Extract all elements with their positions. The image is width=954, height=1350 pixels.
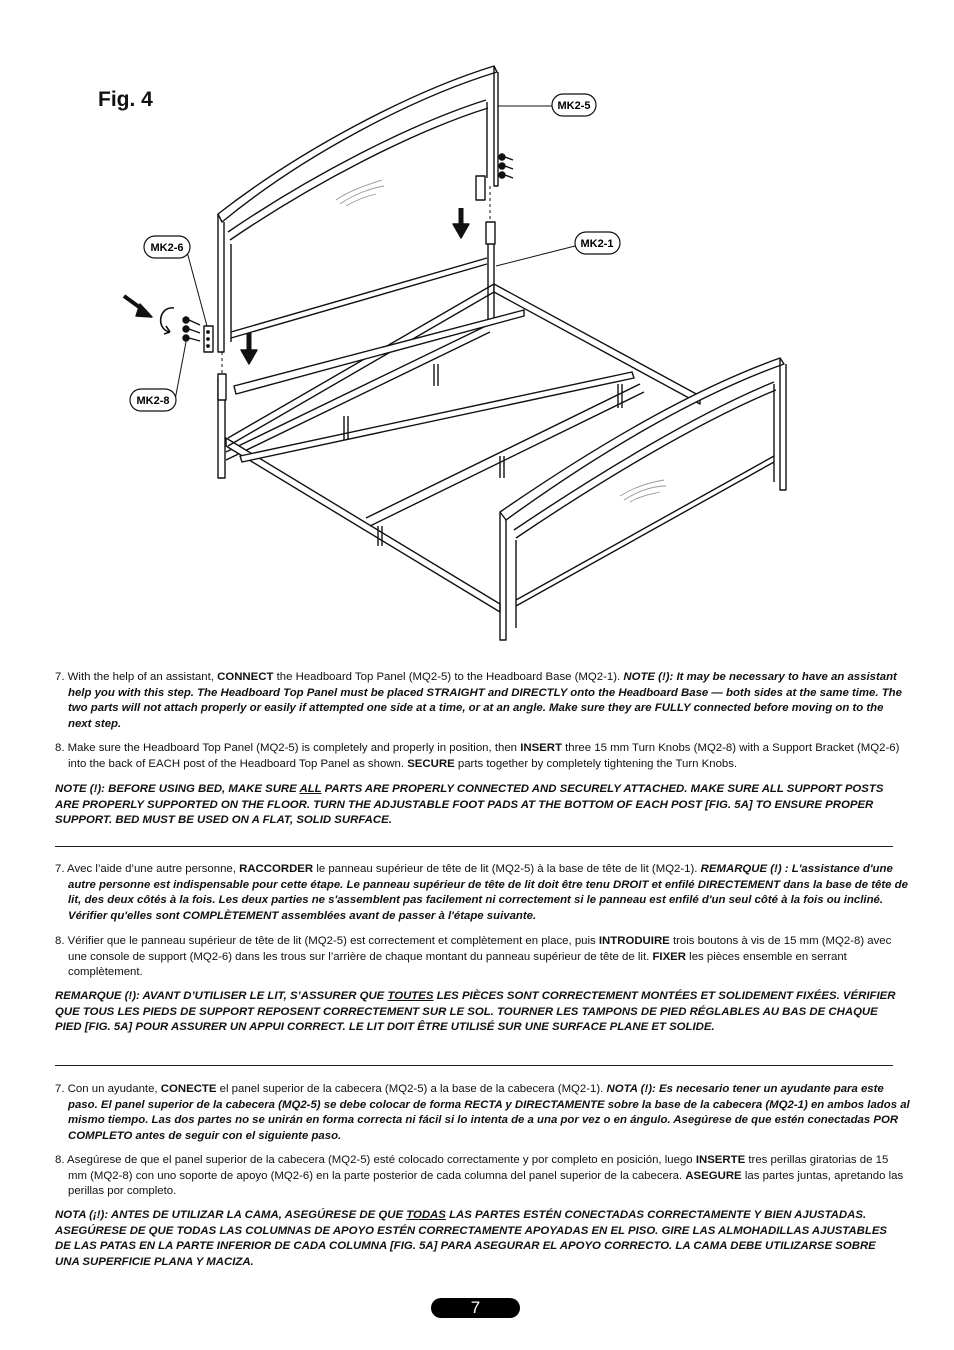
warning-emphasis: ALL <box>299 783 322 795</box>
step-action: FIXER <box>652 950 686 963</box>
step-number: 8. <box>55 742 65 754</box>
english-step-7 <box>55 670 910 732</box>
step-number: 7. <box>55 1083 65 1095</box>
support-bracket-left <box>204 326 213 352</box>
step-text: le panneau supérieur de tête de lit (MQ2-5) à la base de tête de lit (MQ2-1). <box>316 863 698 875</box>
step-action: INSERT <box>520 742 562 754</box>
callout-mk2-6 <box>144 236 207 326</box>
down-arrow-icon-left <box>241 333 257 364</box>
warning-text: LAS PARTES ESTÉN CONECTADAS CORRECTAMENTE Y BIEN AJUSTADAS. ASEGÚRESE DE QUE TODAS LAS COLUMNAS DE APOYO ESTÉN CORRECTAMENTE APOYADAS EN EL PISO. GIRE LAS ALMOHADILLAS AJUSTABLES DE LAS PATAS EN LA PARTE INFERIOR DE CADA COLUMNA [FIG. 5A] PARA ASEGURAR EL APOYO CORRECTO. LA CAMA DEBE UTILIZARSE SOBRE UNA SUPERFICIE PLANA Y MACIZA. <box>55 1209 888 1268</box>
step-action: ASEGURE <box>685 1169 742 1182</box>
warning-text: REMARQUE (!): AVANT D’UTILISER LE LIT, S’ASSURER QUE <box>55 990 385 1002</box>
warning-text: LES PIÈCES SONT CORRECTEMENT MONTÉES ET SOLIDEMENT FIXÉES. VÉRIFIER QUE TOUS LES PIEDS DE SUPPORT REPOSENT CORRECTEMENT SUR LE SOL. TOURNER LES TAMPONS DE PIED RÉGLABLES AU BAS DE CHAQUE PIED [FIG. 5A] POUR ASSURER UN APPUI CORRECT. LE LIT DOIT ÊTRE UTILISÉ SUR UNE SURFACE PLANE ET SOLIDE. <box>55 990 896 1033</box>
french-step-7 <box>55 862 910 924</box>
english-warning <box>55 782 897 829</box>
warning-text: NOTE (!): BEFORE USING BED, MAKE SURE <box>55 783 297 795</box>
insert-arrow-icon <box>124 296 152 317</box>
step-text: the Headboard Top Panel (MQ2-5) to the Headboard Base (MQ2-1). <box>276 671 621 683</box>
french-warning <box>55 989 897 1036</box>
bed-frame-rails <box>226 284 700 612</box>
callout-label: MK2-1 <box>580 238 614 250</box>
support-bracket-right <box>476 176 485 200</box>
step-text: Con un ayudante, <box>67 1083 158 1095</box>
spanish-step-7 <box>55 1082 910 1144</box>
step-text: parts together by completely tightening the Turn Knobs. <box>457 757 738 770</box>
french-step-8 <box>55 934 910 981</box>
step-number: 7. <box>55 671 65 683</box>
step-text: el panel superior de la cabecera (MQ2-5) a la base de la cabecera (MQ2-1). <box>219 1083 604 1095</box>
footboard <box>500 358 786 640</box>
step-text: tres perillas giratorias de 15 mm (MQ2-8) con uno soporte de apoyo (MQ2-6) en la parte posterior de cada columna del panel superior de la cabecera. <box>68 1154 889 1182</box>
english-step-8 <box>55 741 910 772</box>
callout-mk2-5 <box>498 94 596 116</box>
step-number: 8. <box>55 935 65 947</box>
callout-label: MK2-5 <box>557 100 591 112</box>
warning-text: PARTS ARE PROPERLY CONNECTED AND SECURELY ATTACHED. MAKE SURE ALL SUPPORT POSTS ARE PROPERLY SUPPORTED ON THE FLOOR. TURN THE ADJUSTABLE FOOT PADS AT THE BOTTOM OF EACH POST [FIG. 5A] TO ENSURE PROPER SUPPORT. BED MUST BE USED ON A FLAT, SOLID SURFACE. <box>55 783 884 826</box>
step-action: CONNECT <box>217 671 274 683</box>
headboard-base <box>218 222 495 478</box>
turn-knobs-left <box>183 317 200 341</box>
step-number: 7. <box>55 863 65 875</box>
callout-label: MK2-6 <box>150 242 184 254</box>
step-action: INTRODUIRE <box>598 935 670 947</box>
step-text: three 15 mm Turn Knobs (MQ2-8) with a Support Bracket (MQ2-6) into the back of EACH post of the Headboard Top Panel as shown. <box>68 742 900 770</box>
down-arrow-icon-right <box>453 208 469 238</box>
page-number: 7 <box>431 1298 520 1318</box>
turn-knobs-right <box>499 154 513 178</box>
spanish-step-8 <box>55 1153 910 1200</box>
step-text: Make sure the Headboard Top Panel (MQ2-5) is completely and properly in position, then <box>67 742 518 754</box>
callout-mk2-1 <box>496 232 620 266</box>
step-action: INSERTE <box>695 1154 746 1166</box>
warning-emphasis: TOUTES <box>387 990 434 1002</box>
step-text: les pièces ensemble en serrant complètement. <box>68 950 847 978</box>
bed-assembly-diagram <box>0 0 954 660</box>
spanish-warning <box>55 1208 897 1270</box>
callout-label: MK2-8 <box>136 395 170 407</box>
step-text: With the help of an assistant, <box>67 671 214 683</box>
step-text: Avec l’aide d’une autre personne, <box>67 863 236 875</box>
warning-emphasis: TODAS <box>406 1209 446 1221</box>
step-text: trois boutons à vis de 15 mm (MQ2-8) avec une console de support (MQ2-6) dans les trous sur l’arrière de chaque montant du panneau supérieur de tête de lit. <box>68 935 892 963</box>
section-divider <box>55 1065 893 1066</box>
warning-text: NOTA (¡!): ANTES DE UTILIZAR LA CAMA, ASEGÚRESE DE QUE <box>55 1209 404 1221</box>
step-action: CONECTE <box>160 1083 217 1095</box>
step-number: 8. <box>55 1154 65 1166</box>
step-text: Asegúrese de que el panel superior de la cabecera (MQ2-5) esté colocado correctamente y por completo en posición, luego <box>67 1154 693 1166</box>
step-note: NOTA (!): Es necesario tener un ayudante para este paso. El panel superior de la cabecera (MQ2-5) se debe colocar de forma RECTA y DIRECTAMENTE sobre la base de la cabecera (MQ2-1) en ambos lados al mismo tiempo. Las dos partes no se unirán en forma correcta ni fácil si lo intenta de a una por vez o en ángulo. Asegúrese de que estén conectadas POR COMPLETO antes de seguir con el siguiente paso. <box>68 1083 910 1142</box>
step-text: las partes juntas, apretando las perillas por completo. <box>68 1169 904 1197</box>
section-divider <box>55 846 893 847</box>
step-note: REMARQUE (!) : L'assistance d'une autre personne est indispensable pour cette étape. Le panneau supérieur de tête de lit doit être tenu DROIT et enfilé DIRECTEMENT dans la base de tête de lit, des deux côtés à la fois. Les deux parties ne s'assemblent pas facilement ni correctement si le panneau est enfilé d'un seul côté à la fois ou incliné. Vérifier qu'elles sont COMPLÈTEMENT assemblées avant de passer à l'étape suivante. <box>68 863 908 922</box>
figure-title: Fig. 4 <box>98 88 153 111</box>
step-action: SECURE <box>407 757 455 770</box>
headboard-top-panel <box>218 66 498 352</box>
step-note: NOTE (!): It may be necessary to have an assistant help you with this step. The Headboard Top Panel must be placed STRAIGHT and DIRECTLY onto the Headboard Base — both sides at the same time. The two parts will not attach properly or easily if attempted one side at a time, or at an angle. Make sure they are FULLY connected before moving on to the next step. <box>68 671 902 730</box>
step-action: RACCORDER <box>239 863 314 875</box>
step-text: Vérifier que le panneau supérieur de tête de lit (MQ2-5) est correctement et complètement en place, puis <box>67 935 596 947</box>
callout-mk2-8 <box>130 342 186 411</box>
